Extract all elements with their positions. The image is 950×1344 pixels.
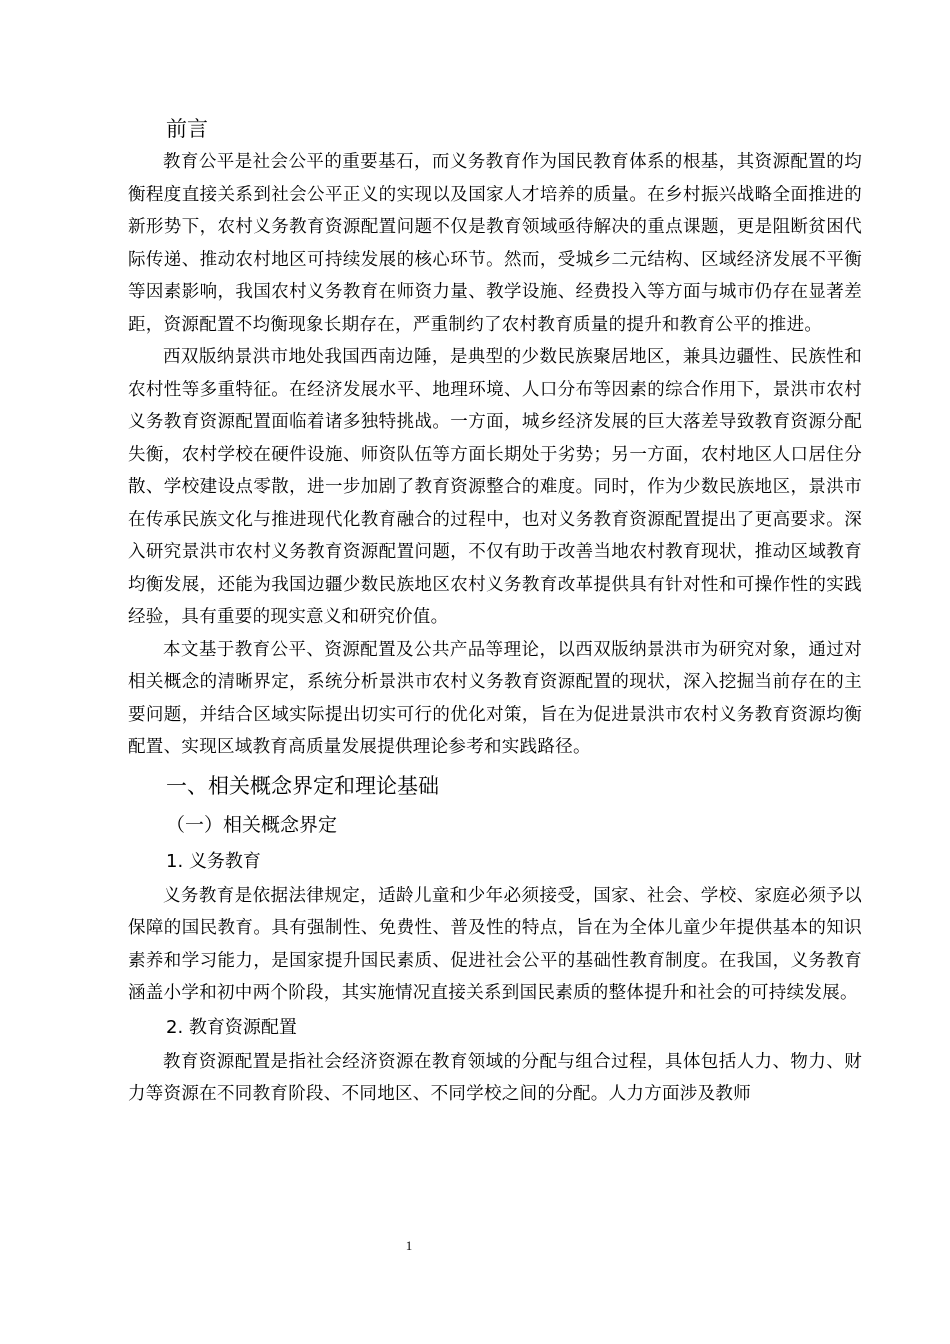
page-content bbox=[128, 112, 862, 1111]
item-1-paragraph: 义务教育是依据法律规定，适龄儿童和少年必须接受，国家、社会、学校、家庭必须予以保障的国民教育。具有强制性、免费性、普及性的特点，旨在为全体儿童少年提供基本的知识素养和学习能力，是国家提升国民素质、促进社会公平的基础性教育制度。在我国，义务教育涵盖小学和初中两个阶段，其实施情况直接关系到国民素质的整体提升和社会的可持续发展。 bbox=[128, 885, 862, 1003]
preface-paragraph-2: 西双版纳景洪市地处我国西南边陲，是典型的少数民族聚居地区，兼具边疆性、民族性和农村性等多重特征。在经济发展水平、地理环境、人口分布等因素的综合作用下，景洪市农村义务教育资源配置面临着诸多独特挑战。一方面，城乡经济发展的巨大落差导致教育资源分配失衡，农村学校在硬件设施、师资队伍等方面长期处于劣势；另一方面，农村地区人口居住分散、学校建设点零散，进一步加剧了教育资源整合的难度。同时，作为少数民族地区，景洪市在传承民族文化与推进现代化教育融合的过程中，也对义务教育资源配置提出了更高要求。深入研究景洪市农村义务教育资源配置问题，不仅有助于改善当地农村教育现状，推动区域教育均衡发展，还能为我国边疆少数民族地区农村义务教育改革提供具有针对性和可操作性的实践经验，具有重要的现实意义和研究价值。 bbox=[128, 347, 862, 627]
item-2-heading: 2. 教育资源配置 bbox=[166, 1016, 297, 1038]
page-number: 1 bbox=[405, 1238, 413, 1253]
item-1-heading: 1. 义务教育 bbox=[166, 850, 261, 872]
subsection-1-heading: （一）相关概念界定 bbox=[166, 813, 338, 836]
preface-heading: 前言 bbox=[166, 117, 208, 141]
section-1-heading: 一、相关概念界定和理论基础 bbox=[166, 773, 439, 798]
item-2-paragraph: 教育资源配置是指社会经济资源在教育领域的分配与组合过程，具体包括人力、物力、财力等资源在不同教育阶段、不同地区、不同学校之间的分配。人力方面涉及教师 bbox=[128, 1051, 862, 1104]
preface-paragraph-1: 教育公平是社会公平的重要基石，而义务教育作为国民教育体系的根基，其资源配置的均衡程度直接关系到社会公平正义的实现以及国家人才培养的质量。在乡村振兴战略全面推进的新形势下，农村义务教育资源配置问题不仅是教育领域亟待解决的重点课题，更是阻断贫困代际传递、推动农村地区可持续发展的核心环节。然而，受城乡二元结构、区域经济发展不平衡等因素影响，我国农村义务教育在师资力量、教学设施、经费投入等方面与城市仍存在显著差距，资源配置不均衡现象长期存在，严重制约了农村教育质量的提升和教育公平的推进。 bbox=[128, 152, 862, 335]
preface-paragraph-3: 本文基于教育公平、资源配置及公共产品等理论，以西双版纳景洪市为研究对象，通过对相关概念的清晰界定，系统分析景洪市农村义务教育资源配置的现状，深入挖掘当前存在的主要问题，并结合区域实际提出切实可行的优化对策，旨在为促进景洪市农村义务教育资源均衡配置、实现区域教育高质量发展提供理论参考和实践路径。 bbox=[128, 639, 862, 757]
